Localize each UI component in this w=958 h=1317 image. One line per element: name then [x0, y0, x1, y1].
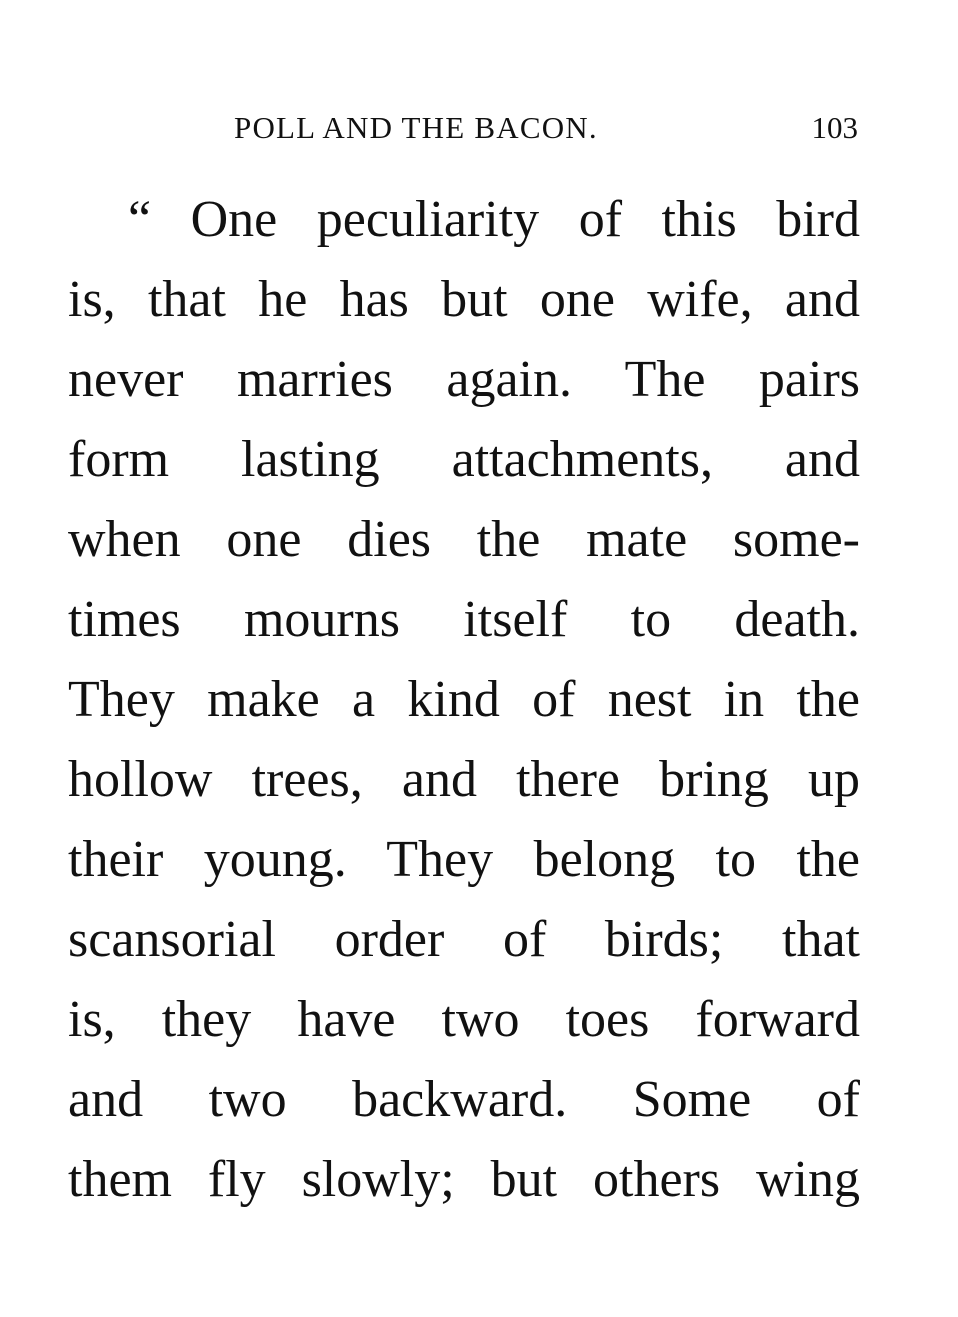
- running-head: [0, 108, 958, 148]
- text-line: “ One peculiarity of this bird: [128, 191, 860, 248]
- text-line: scansorial order of birds; that: [68, 911, 860, 968]
- text-line: hollow trees, and there bring up: [68, 751, 860, 808]
- running-title: POLL AND THE BACON.: [234, 110, 598, 145]
- text-line: times mourns itself to death.: [68, 591, 860, 648]
- text-line: them fly slowly; but others wing: [68, 1151, 860, 1208]
- text-line: their young. They belong to the: [68, 831, 860, 888]
- page-number: 103: [811, 110, 858, 145]
- text-line: is, they have two toes forward: [68, 991, 860, 1048]
- text-line: is, that he has but one wife, and: [68, 271, 860, 328]
- text-line: form lasting attachments, and: [68, 431, 860, 488]
- text-line: They make a kind of nest in the: [68, 671, 860, 728]
- text-line: never marries again. The pairs: [68, 351, 860, 408]
- text-line: when one dies the mate some-: [68, 511, 860, 568]
- text-line: and two backward. Some of: [68, 1071, 860, 1128]
- body-paragraph: [68, 180, 860, 1220]
